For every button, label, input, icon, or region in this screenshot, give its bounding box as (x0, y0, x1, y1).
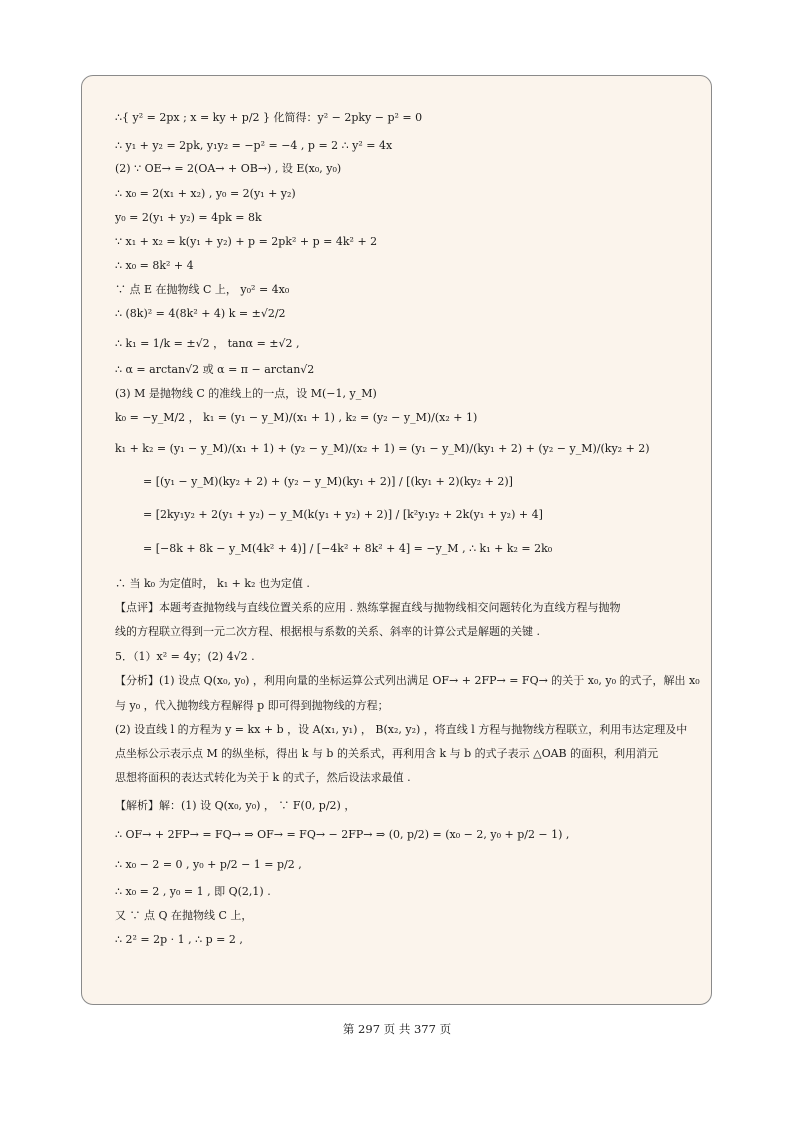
text-line: 【解析】解：(1) 设 Q(x₀, y₀) ， ∵ F(0, p/2) ， (115, 799, 356, 812)
text-line: 线的方程联立得到一元二次方程、根据根与系数的关系、斜率的计算公式是解题的关键 . (115, 625, 540, 638)
text-line: ∴ 当 k₀ 为定值时， k₁ + k₂ 也为定值 . (115, 577, 310, 590)
solution-card (81, 75, 712, 1005)
text-line: = [2ky₁y₂ + 2(y₁ + y₂) − y_M(k(y₁ + y₂) + 2)] / [k²y₁y₂ + 2k(y₁ + y₂) + 4] (143, 508, 543, 521)
text-line: ∴ k₁ = 1/k = ±√2 ， tanα = ±√2 , (115, 337, 300, 350)
text-line: 【分析】(1) 设点 Q(x₀, y₀) ，利用向量的坐标运算公式列出满足 OF→ + 2FP→ = FQ→ 的关于 x₀, y₀ 的式子，解出 x₀ (115, 674, 700, 687)
text-line: ∴ (8k)² = 4(8k² + 4) k = ±√2/2 (115, 307, 286, 320)
text-line: y₀ = 2(y₁ + y₂) = 4pk = 8k (115, 211, 262, 224)
text-line: k₀ = −y_M/2 ， k₁ = (y₁ − y_M)/(x₁ + 1) , k₂ = (y₂ − y_M)/(x₂ + 1) (115, 411, 478, 424)
text-line: 与 y₀ ，代入抛物线方程解得 p 即可得到抛物线的方程； (115, 699, 389, 712)
text-line: (2) 设直线 l 的方程为 y = kx + b ，设 A(x₁, y₁) ， B(x₂, y₂) ，将直线 l 方程与抛物线方程联立，利用韦达定理及中 (115, 723, 688, 736)
text-line: 思想将面积的表达式转化为关于 k 的式子，然后设法求最值 . (115, 771, 411, 784)
text-line: 5．（1）x² = 4y；(2) 4√2 . (115, 650, 255, 663)
text-line: ∴ y₁ + y₂ = 2pk, y₁y₂ = −p² = −4 , p = 2 ∴ y² = 4x (115, 139, 393, 152)
text-line: ∴ 2² = 2p · 1 , ∴ p = 2 , (115, 933, 243, 946)
text-line: ∴ α = arctan√2 或 α = π − arctan√2 (115, 363, 315, 376)
text-line: 又 ∵ 点 Q 在抛物线 C 上， (115, 909, 253, 922)
text-line: ∴ OF→ + 2FP→ = FQ→ ⇒ OF→ = FQ→ − 2FP→ ⇒ (0, p/2) = (x₀ − 2, y₀ + p/2 − 1) , (115, 828, 570, 841)
text-line: ∵ x₁ + x₂ = k(y₁ + y₂) + p = 2pk² + p = 4k² + 2 (115, 235, 378, 248)
page-footer: 第 297 页 共 377 页 (342, 1022, 452, 1036)
text-line: 点坐标公示表示点 M 的纵坐标，得出 k 与 b 的关系式，再利用含 k 与 b 的式子表示 △OAB 的面积，利用消元 (115, 747, 659, 760)
text-line: 【点评】本题考查抛物线与直线位置关系的应用 . 熟练掌握直线与抛物线相交问题转化为直线方程与抛物 (115, 601, 621, 614)
text-line: (2) ∵ OE→ = 2(OA→ + OB→) , 设 E(x₀, y₀) (115, 162, 342, 175)
text-line: = [−8k + 8k − y_M(4k² + 4)] / [−4k² + 8k² + 4] = −y_M , ∴ k₁ + k₂ = 2k₀ (143, 542, 553, 555)
text-line: ∴ x₀ = 2 , y₀ = 1 , 即 Q(2,1) . (115, 885, 271, 898)
text-line: (3) M 是抛物线 C 的准线上的一点，设 M(−1, y_M) (115, 387, 377, 400)
text-line: ∴ x₀ = 2(x₁ + x₂) , y₀ = 2(y₁ + y₂) (115, 187, 296, 200)
text-line: ∵ 点 E 在抛物线 C 上， y₀² = 4x₀ (115, 283, 290, 296)
text-line: k₁ + k₂ = (y₁ − y_M)/(x₁ + 1) + (y₂ − y_M)/(x₂ + 1) = (y₁ − y_M)/(ky₁ + 2) + (y₂ − y_M)/(ky₂ + 2) (115, 442, 650, 455)
text-line: ∴ x₀ = 8k² + 4 (115, 259, 194, 272)
text-line: ∴{ y² = 2px ; x = ky + p/2 } 化简得：y² − 2pky − p² = 0 (115, 111, 423, 124)
text-line: = [(y₁ − y_M)(ky₂ + 2) + (y₂ − y_M)(ky₁ + 2)] / [(ky₁ + 2)(ky₂ + 2)] (143, 475, 513, 488)
text-line: ∴ x₀ − 2 = 0 , y₀ + p/2 − 1 = p/2 , (115, 858, 302, 871)
